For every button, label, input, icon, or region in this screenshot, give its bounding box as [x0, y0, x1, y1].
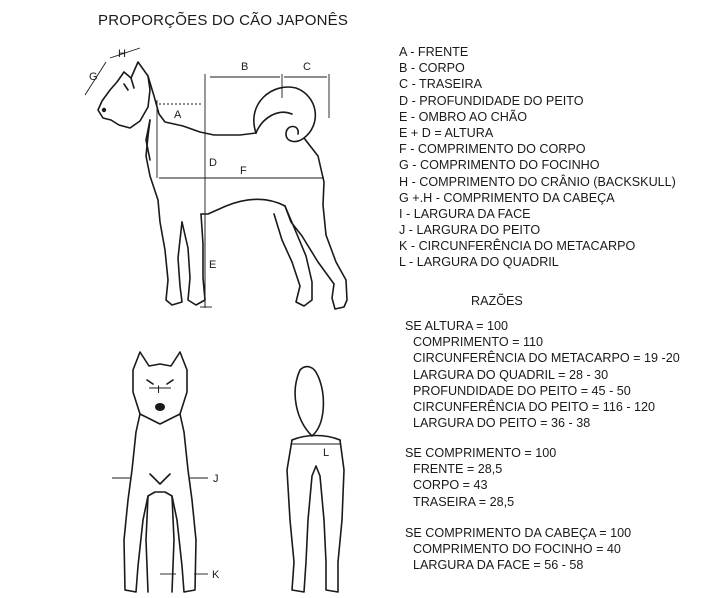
legend-item: L - LARGURA DO QUADRIL — [399, 255, 559, 270]
ratio-group-heading: SE COMPRIMENTO DA CABEÇA = 100 — [405, 526, 632, 540]
legend-item: B - CORPO — [399, 61, 465, 76]
ratio-item: LARGURA DO QUADRIL = 28 - 30 — [413, 367, 609, 382]
diagram-title: PROPORÇÕES DO CÃO JAPONÊS — [98, 12, 349, 29]
ratios-heading: RAZÕES — [471, 294, 523, 308]
label-h: H — [118, 48, 126, 60]
rear-view-dog — [287, 367, 344, 592]
ratio-group-heading: SE ALTURA = 100 — [405, 319, 509, 333]
label-a: A — [174, 109, 182, 121]
label-d: D — [209, 157, 217, 169]
ratio-item: PROFUNDIDADE DO PEITO = 45 - 50 — [413, 383, 631, 398]
ratio-group-head-length — [405, 525, 631, 574]
legend-item: A - FRENTE — [399, 45, 469, 59]
measurement-legend — [399, 44, 676, 271]
label-i: I — [157, 384, 161, 396]
label-j: J — [213, 473, 219, 485]
label-c: C — [303, 61, 311, 73]
ratio-group-height — [405, 318, 680, 431]
ratio-item: COMPRIMENTO = 110 — [413, 335, 544, 350]
legend-item: G +.H - COMPRIMENTO DA CABEÇA — [399, 190, 615, 205]
legend-item: E + D = ALTURA — [399, 125, 494, 140]
label-k: K — [212, 569, 220, 581]
legend-item: D - PROFUNDIDADE DO PEITO — [399, 93, 584, 108]
label-g: G — [89, 71, 98, 83]
legend-item: E - OMBRO AO CHÃO — [399, 109, 528, 124]
ratio-item: CORPO = 43 — [413, 478, 488, 493]
ratio-group-length — [405, 445, 556, 510]
ratio-item: CIRCUNFERÊNCIA DO PEITO = 116 - 120 — [413, 399, 656, 414]
ratio-item: LARGURA DO PEITO = 36 - 38 — [413, 416, 591, 431]
legend-item: J - LARGURA DO PEITO — [399, 223, 541, 238]
label-l: L — [323, 447, 330, 459]
ratio-item: CIRCUNFERÊNCIA DO METACARPO = 19 -20 — [413, 351, 680, 366]
ratio-group-heading: SE COMPRIMENTO = 100 — [405, 446, 557, 460]
ratio-item: COMPRIMENTO DO FOCINHO = 40 — [413, 542, 621, 557]
legend-item: K - CIRCUNFERÊNCIA DO METACARPO — [399, 239, 636, 254]
legend-item: F - COMPRIMENTO DO CORPO — [399, 142, 586, 157]
legend-item: I - LARGURA DA FACE — [399, 206, 531, 221]
label-f: F — [240, 165, 247, 177]
ratio-item: TRASEIRA = 28,5 — [413, 494, 515, 509]
ratio-item: FRENTE = 28,5 — [413, 462, 503, 477]
ratio-item: LARGURA DA FACE = 56 - 58 — [413, 558, 584, 573]
legend-item: C - TRASEIRA — [399, 77, 483, 92]
legend-item: H - COMPRIMENTO DO CRÂNIO (BACKSKULL) — [399, 174, 676, 189]
legend-item: G - COMPRIMENTO DO FOCINHO — [399, 158, 600, 173]
label-b: B — [241, 61, 249, 73]
label-e: E — [209, 259, 217, 271]
